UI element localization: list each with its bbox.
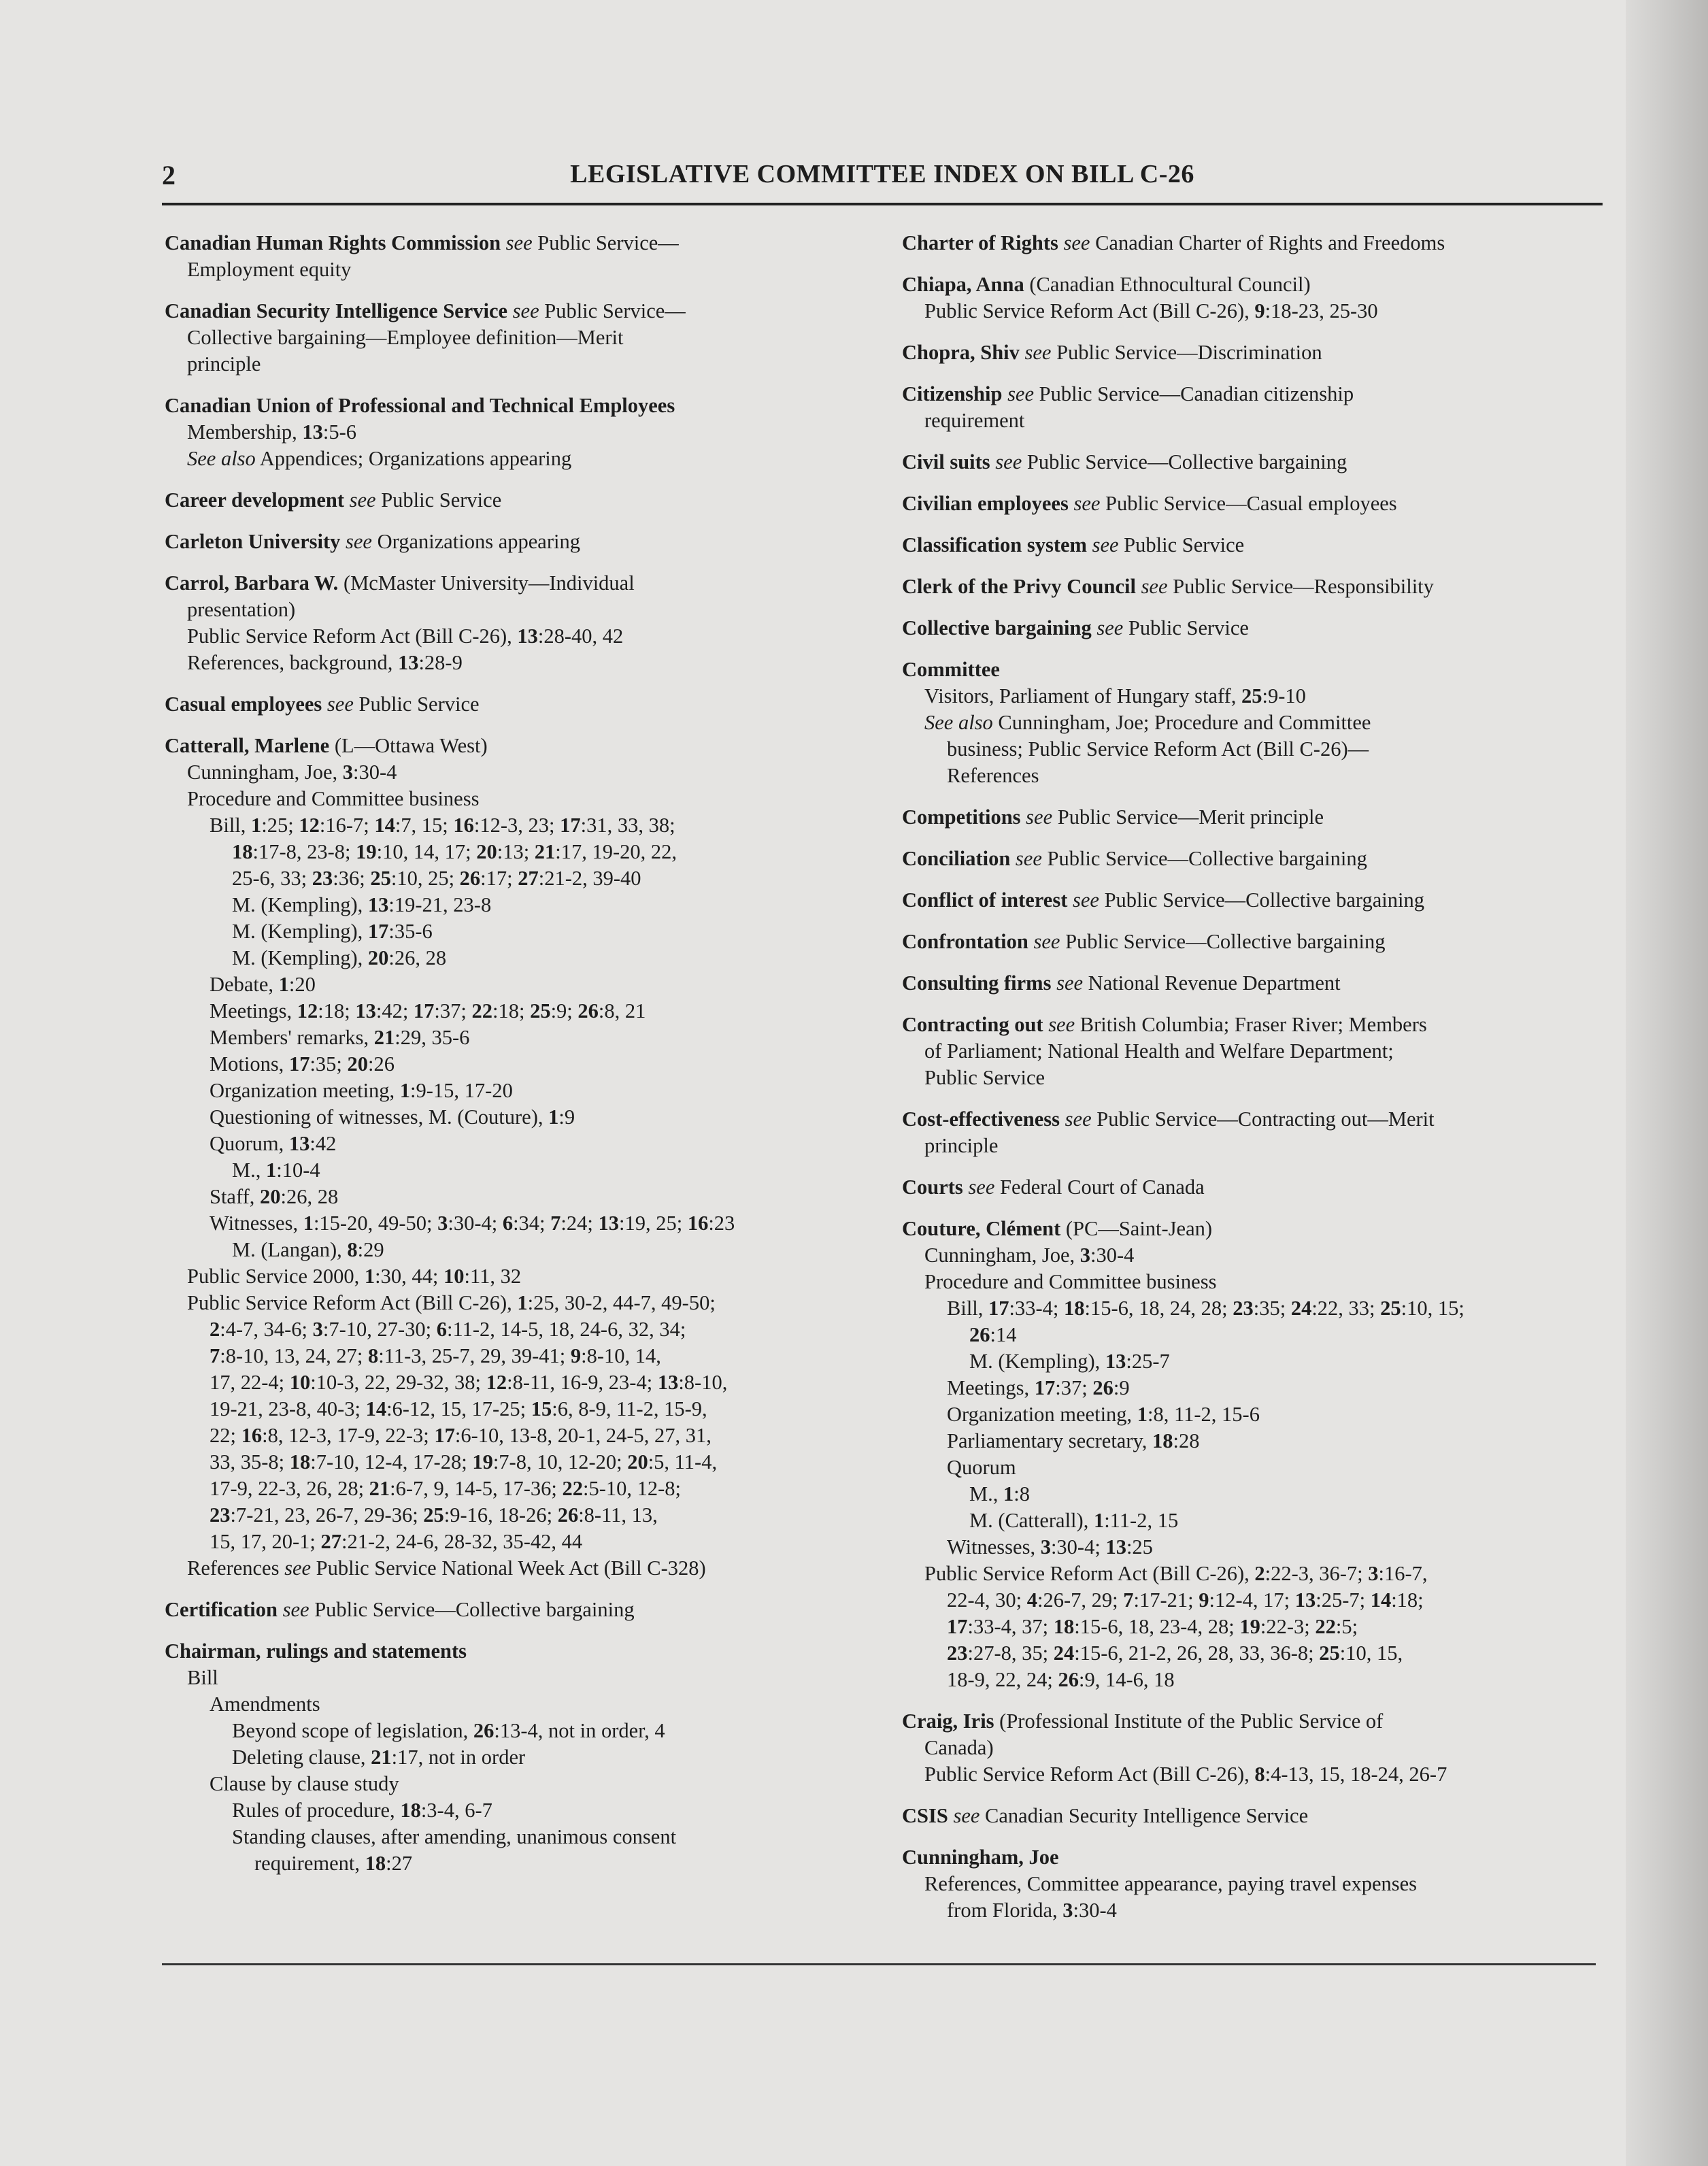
index-subentry: Clause by clause study	[210, 1772, 399, 1795]
index-subentry: References, Committee appearance, paying travel expenses	[924, 1872, 1418, 1895]
index-entry	[902, 615, 1603, 642]
index-subentry: References see Public Service National Week Act (Bill C-328)	[187, 1556, 706, 1580]
index-entry-heading: Career development see Public Service	[165, 488, 502, 512]
index-subentry: Meetings, 12:18; 13:42; 17:37; 22:18; 25:9; 26:8, 21	[210, 999, 646, 1022]
index-subentry: M., 1:10-4	[232, 1159, 320, 1182]
index-entry-heading: Canadian Security Intelligence Service see Public Service—	[165, 299, 686, 322]
index-entry-heading: Catterall, Marlene (L—Ottawa West)	[165, 734, 488, 757]
index-entry-heading: Canadian Union of Professional and Technical Employees	[165, 394, 675, 417]
index-entry	[902, 887, 1603, 914]
index-subentry: Bill	[187, 1666, 218, 1689]
index-subentry: Membership, 13:5-6	[187, 420, 357, 444]
index-subentry: 7:8-10, 13, 24, 27; 8:11-3, 25-7, 29, 39-41; 9:8-10, 14,	[210, 1344, 661, 1367]
index-entry-heading: Classification system see Public Service	[902, 533, 1245, 556]
index-subentry: Quorum	[947, 1456, 1016, 1479]
index-entry-heading: Charter of Rights see Canadian Charter of Rights and Freedoms	[902, 231, 1445, 254]
index-entry-heading: Casual employees see Public Service	[165, 693, 480, 716]
index-subentry: Questioning of witnesses, M. (Couture), 1:9	[210, 1105, 575, 1129]
index-subentry: requirement, 18:27	[254, 1852, 413, 1875]
index-entry	[902, 1803, 1603, 1829]
index-subentry: Public Service Reform Act (Bill C-26), 2:22-3, 36-7; 3:16-7,	[924, 1562, 1428, 1585]
index-subentry: Debate, 1:20	[210, 973, 316, 996]
index-entry-heading: Confrontation see Public Service—Collective bargaining	[902, 930, 1386, 953]
index-subentry: Public Service Reform Act (Bill C-26), 1:25, 30-2, 44-7, 49-50;	[187, 1291, 716, 1314]
index-subentry: Witnesses, 3:30-4; 13:25	[947, 1535, 1153, 1559]
index-entry	[902, 230, 1603, 256]
index-entry	[902, 1216, 1603, 1693]
index-subentry: Canada)	[924, 1736, 994, 1759]
index-entry-heading: Cunningham, Joe	[902, 1846, 1059, 1869]
running-title: LEGISLATIVE COMMITTEE INDEX ON BILL C-26	[570, 160, 1194, 188]
index-entry	[902, 1708, 1603, 1788]
index-entry	[165, 230, 865, 283]
index-subentry: See also Appendices; Organizations appearing	[187, 447, 572, 470]
index-subentry: presentation)	[187, 598, 296, 621]
index-entry	[902, 490, 1603, 517]
index-subentry: 22-4, 30; 4:26-7, 29; 7:17-21; 9:12-4, 17; 13:25-7; 14:18;	[947, 1588, 1424, 1612]
index-column-right	[902, 230, 1603, 1939]
index-subentry: business; Public Service Reform Act (Bill C-26)—	[947, 737, 1369, 761]
index-subentry: M., 1:8	[969, 1482, 1030, 1505]
index-subentry: 25-6, 33; 23:36; 25:10, 25; 26:17; 27:21-2, 39-40	[232, 867, 641, 890]
index-subentry: References	[947, 764, 1039, 787]
index-entry	[165, 487, 865, 514]
index-entry-heading: Collective bargaining see Public Service	[902, 616, 1249, 639]
index-subentry: Collective bargaining—Employee definition—Merit	[187, 326, 624, 349]
index-subentry: Organization meeting, 1:8, 11-2, 15-6	[947, 1403, 1260, 1426]
page-edge-shadow	[1626, 0, 1708, 2166]
index-subentry: M. (Catterall), 1:11-2, 15	[969, 1509, 1179, 1532]
index-subentry: Parliamentary secretary, 18:28	[947, 1429, 1200, 1452]
index-entry	[902, 970, 1603, 997]
index-subentry: Motions, 17:35; 20:26	[210, 1052, 395, 1076]
index-entry	[165, 1638, 865, 1877]
index-entry-heading: Committee	[902, 658, 1000, 681]
index-entry-heading: Conciliation see Public Service—Collective bargaining	[902, 847, 1367, 870]
index-subentry: Procedure and Committee business	[187, 787, 480, 810]
index-entry-heading: Contracting out see British Columbia; Fraser River; Members	[902, 1013, 1427, 1036]
index-subentry: M. (Kempling), 13:25-7	[969, 1350, 1170, 1373]
index-subentry: principle	[924, 1134, 999, 1157]
index-subentry: Public Service Reform Act (Bill C-26), 8:4-13, 15, 18-24, 26-7	[924, 1763, 1447, 1786]
index-entry-heading: CSIS see Canadian Security Intelligence Service	[902, 1804, 1309, 1827]
index-entry-heading: Chopra, Shiv see Public Service—Discrimination	[902, 341, 1322, 364]
index-entry	[902, 1174, 1603, 1201]
index-subentry: of Parliament; National Health and Welfare Department;	[924, 1039, 1394, 1063]
index-subentry: See also Cunningham, Joe; Procedure and Committee	[924, 711, 1371, 734]
index-subentry: 15, 17, 20-1; 27:21-2, 24-6, 28-32, 35-42, 44	[210, 1530, 583, 1553]
index-subentry: M. (Kempling), 20:26, 28	[232, 946, 447, 969]
index-entry	[902, 449, 1603, 476]
index-subentry: 18-9, 22, 24; 26:9, 14-6, 18	[947, 1668, 1175, 1691]
index-entry-heading: Civilian employees see Public Service—Casual employees	[902, 492, 1397, 515]
index-entry	[902, 656, 1603, 789]
index-entry	[902, 339, 1603, 366]
index-entry	[902, 1012, 1603, 1091]
index-subentry: Employment equity	[187, 258, 352, 281]
index-entry-heading: Chairman, rulings and statements	[165, 1639, 467, 1663]
index-subentry: Visitors, Parliament of Hungary staff, 25:9-10	[924, 684, 1306, 707]
index-subentry: Members' remarks, 21:29, 35-6	[210, 1026, 470, 1049]
index-subentry: Amendments	[210, 1693, 320, 1716]
index-entry-heading: Citizenship see Public Service—Canadian citizenship	[902, 382, 1354, 405]
index-entry-heading: Chiapa, Anna (Canadian Ethnocultural Council)	[902, 273, 1311, 296]
index-entry	[902, 1106, 1603, 1159]
footer-rule	[162, 1963, 1596, 1965]
index-entry-heading: Carleton University see Organizations appearing	[165, 530, 580, 553]
index-subentry: M. (Langan), 8:29	[232, 1238, 384, 1261]
header-rule	[162, 203, 1603, 205]
index-subentry: Organization meeting, 1:9-15, 17-20	[210, 1079, 513, 1102]
index-subentry: 17:33-4, 37; 18:15-6, 18, 23-4, 28; 19:22-3; 22:5;	[947, 1615, 1358, 1638]
index-entry-heading: Conflict of interest see Public Service—Collective bargaining	[902, 888, 1424, 912]
index-subentry: Beyond scope of legislation, 26:13-4, not in order, 4	[232, 1719, 665, 1742]
index-subentry: 23:27-8, 35; 24:15-6, 21-2, 26, 28, 33, 36-8; 25:10, 15,	[947, 1642, 1403, 1665]
index-subentry: 26:14	[969, 1323, 1017, 1346]
index-entry	[902, 1844, 1603, 1924]
index-subentry: Rules of procedure, 18:3-4, 6-7	[232, 1799, 492, 1822]
index-entry-heading: Courts see Federal Court of Canada	[902, 1176, 1205, 1199]
page-number: 2	[162, 160, 175, 190]
index-subentry: principle	[187, 352, 261, 376]
index-subentry: Public Service Reform Act (Bill C-26), 13:28-40, 42	[187, 624, 624, 648]
index-subentry: from Florida, 3:30-4	[947, 1899, 1117, 1922]
index-subentry: Deleting clause, 21:17, not in order	[232, 1746, 526, 1769]
index-subentry: 17-9, 22-3, 26, 28; 21:6-7, 9, 14-5, 17-36; 22:5-10, 12-8;	[210, 1477, 681, 1500]
index-subentry: Cunningham, Joe, 3:30-4	[924, 1244, 1135, 1267]
index-subentry: Cunningham, Joe, 3:30-4	[187, 761, 397, 784]
index-column-left	[165, 230, 865, 1892]
index-subentry: Meetings, 17:37; 26:9	[947, 1376, 1130, 1399]
index-entry	[165, 570, 865, 676]
index-subentry: 33, 35-8; 18:7-10, 12-4, 17-28; 19:7-8, 10, 12-20; 20:5, 11-4,	[210, 1450, 718, 1473]
index-entry	[902, 532, 1603, 559]
index-entry-heading: Couture, Clément (PC—Saint-Jean)	[902, 1217, 1213, 1240]
index-entry	[165, 1597, 865, 1623]
index-entry	[902, 573, 1603, 600]
index-entry-heading: Clerk of the Privy Council see Public Service—Responsibility	[902, 575, 1434, 598]
index-subentry: Bill, 17:33-4; 18:15-6, 18, 24, 28; 23:35; 24:22, 33; 25:10, 15;	[947, 1297, 1464, 1320]
index-subentry: M. (Kempling), 13:19-21, 23-8	[232, 893, 492, 916]
index-subentry: M. (Kempling), 17:35-6	[232, 920, 433, 943]
index-entry	[902, 929, 1603, 955]
index-subentry: Standing clauses, after amending, unanimous consent	[232, 1825, 677, 1848]
index-subentry: Public Service Reform Act (Bill C-26), 9:18-23, 25-30	[924, 299, 1378, 322]
index-entry	[165, 298, 865, 378]
index-subentry: 19-21, 23-8, 40-3; 14:6-12, 15, 17-25; 15:6, 8-9, 11-2, 15-9,	[210, 1397, 707, 1420]
index-subentry: Bill, 1:25; 12:16-7; 14:7, 15; 16:12-3, 23; 17:31, 33, 38;	[210, 814, 675, 837]
index-entry	[902, 804, 1603, 831]
index-subentry: Procedure and Committee business	[924, 1270, 1217, 1293]
index-entry-heading: Consulting firms see National Revenue Department	[902, 971, 1341, 995]
index-entry-heading: Civil suits see Public Service—Collective bargaining	[902, 450, 1347, 473]
index-subentry: 2:4-7, 34-6; 3:7-10, 27-30; 6:11-2, 14-5, 18, 24-6, 32, 34;	[210, 1318, 686, 1341]
page-header	[162, 159, 1603, 200]
index-entry-heading: Canadian Human Rights Commission see Public Service—	[165, 231, 679, 254]
index-entry	[902, 846, 1603, 872]
index-subentry: Public Service 2000, 1:30, 44; 10:11, 32	[187, 1265, 522, 1288]
index-subentry: Public Service	[924, 1066, 1045, 1089]
index-entry	[165, 393, 865, 472]
index-entry-heading: Competitions see Public Service—Merit principle	[902, 805, 1324, 829]
index-subentry: Quorum, 13:42	[210, 1132, 337, 1155]
index-subentry: 17, 22-4; 10:10-3, 22, 29-32, 38; 12:8-11, 16-9, 23-4; 13:8-10,	[210, 1371, 728, 1394]
index-entry	[165, 691, 865, 718]
index-entry	[902, 271, 1603, 324]
index-subentry: requirement	[924, 409, 1025, 432]
index-entry-heading: Carrol, Barbara W. (McMaster University—Individual	[165, 571, 635, 595]
index-entry-heading: Certification see Public Service—Collective bargaining	[165, 1598, 635, 1621]
index-subentry: References, background, 13:28-9	[187, 651, 463, 674]
index-subentry: 23:7-21, 23, 26-7, 29-36; 25:9-16, 18-26; 26:8-11, 13,	[210, 1503, 658, 1527]
index-entry	[902, 381, 1603, 434]
index-subentry: 22; 16:8, 12-3, 17-9, 22-3; 17:6-10, 13-8, 20-1, 24-5, 27, 31,	[210, 1424, 711, 1447]
index-entry	[165, 529, 865, 555]
index-subentry: 18:17-8, 23-8; 19:10, 14, 17; 20:13; 21:17, 19-20, 22,	[232, 840, 677, 863]
index-entry	[165, 733, 865, 1582]
index-entry-heading: Craig, Iris (Professional Institute of the Public Service of	[902, 1710, 1384, 1733]
index-subentry: Staff, 20:26, 28	[210, 1185, 339, 1208]
index-entry-heading: Cost-effectiveness see Public Service—Contracting out—Merit	[902, 1107, 1435, 1131]
index-subentry: Witnesses, 1:15-20, 49-50; 3:30-4; 6:34; 7:24; 13:19, 25; 16:23	[210, 1212, 735, 1235]
